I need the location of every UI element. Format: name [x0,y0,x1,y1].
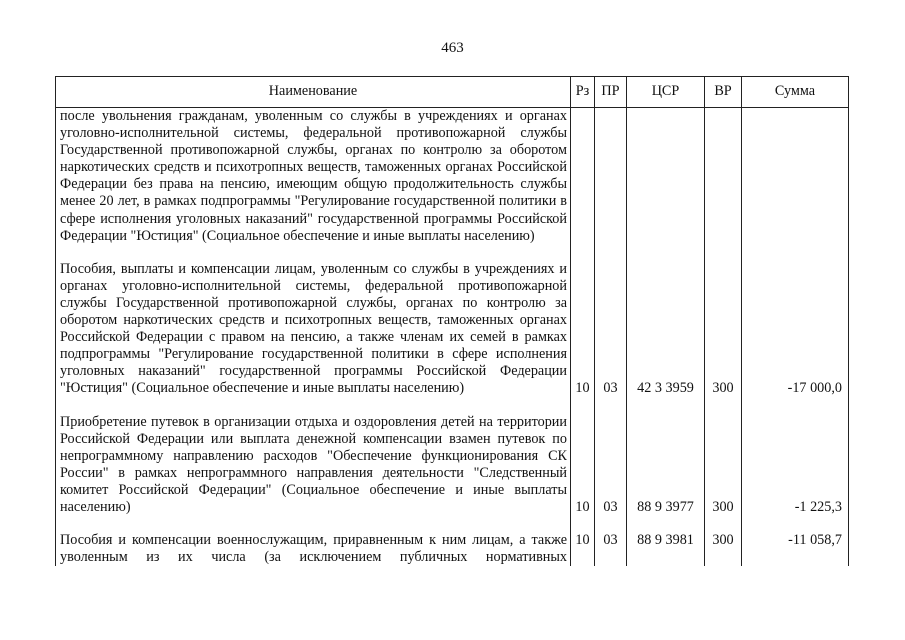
header-name: Наименование [56,77,571,108]
page-number: 463 [441,40,464,56]
table-header-row [56,77,849,108]
row-spacer [56,398,849,414]
header-vr: ВР [705,77,742,108]
budget-table [55,76,849,566]
row-sum [742,108,849,245]
row-rz [571,108,595,245]
row-spacer [56,516,849,532]
row-vr: 300 [705,414,742,517]
header-pr: ПР [595,77,627,108]
table-row [56,414,849,517]
row-csr: 88 9 3981 [627,532,705,566]
row-name: после увольнения гражданам, уволенным со службы в учреждениях и органах уголовно-исполнительной системы, федеральной противопожарной службы Государственной противопожарной службы, органах по контролю за оборотом наркотических средств и психотропных веществ, таможенных органах Российской Федерации без права на пенсию, имеющим общую продолжительность службы менее 20 лет, в рамках подпрограммы "Регулирование государственной политики в сфере исполнения уголовных наказаний" государственной программы Российской Федерации "Юстиция" (Социальное обеспечение и иные выплаты населению) [56,108,571,245]
row-rz: 10 [571,414,595,517]
row-sum: -11 058,7 [742,532,849,566]
row-sum: -17 000,0 [742,261,849,398]
header-csr: ЦСР [627,77,705,108]
row-name: Пособия, выплаты и компенсации лицам, уволенным со службы в учреждениях и органах уголовно-исполнительной системы, федеральной противопожарной службы Государственной противопожарной службы, органах по контролю за оборотом наркотических средств и психотропных веществ, таможенных органах Российской Федерации с правом на пенсию, а также членам их семей в рамках подпрограммы "Регулирование государственной политики в сфере исполнения уголовных наказаний" государственной программы Российской Федерации "Юстиция" (Социальное обеспечение и иные выплаты населению) [56,261,571,398]
header-sum: Сумма [742,77,849,108]
row-vr [705,108,742,245]
row-rz: 10 [571,261,595,398]
row-pr: 03 [595,414,627,517]
row-pr: 03 [595,261,627,398]
row-name: Приобретение путевок в организации отдыха и оздоровления детей на территории Российской Федерации или выплата денежной компенсации взамен путевок по непрограммному направлению расходов "Обеспечение функционирования СК России" в рамках непрограммного направления деятельности "Следственный комитет Российской Федерации" (Социальное обеспечение и иные выплаты населению) [56,414,571,517]
row-csr: 42 3 3959 [627,261,705,398]
row-csr: 88 9 3977 [627,414,705,517]
row-csr [627,108,705,245]
row-name: Пособия и компенсации военнослужащим, приравненным к ним лицам, а также уволенным из их числа (за исключением публичных нормативных [56,532,571,566]
table-row [56,532,849,566]
row-pr: 03 [595,532,627,566]
row-vr: 300 [705,261,742,398]
table-row [56,261,849,398]
row-spacer [56,245,849,261]
row-sum: -1 225,3 [742,414,849,517]
row-rz: 10 [571,532,595,566]
row-pr [595,108,627,245]
row-vr: 300 [705,532,742,566]
header-rz: Рз [571,77,595,108]
table-row [56,108,849,245]
